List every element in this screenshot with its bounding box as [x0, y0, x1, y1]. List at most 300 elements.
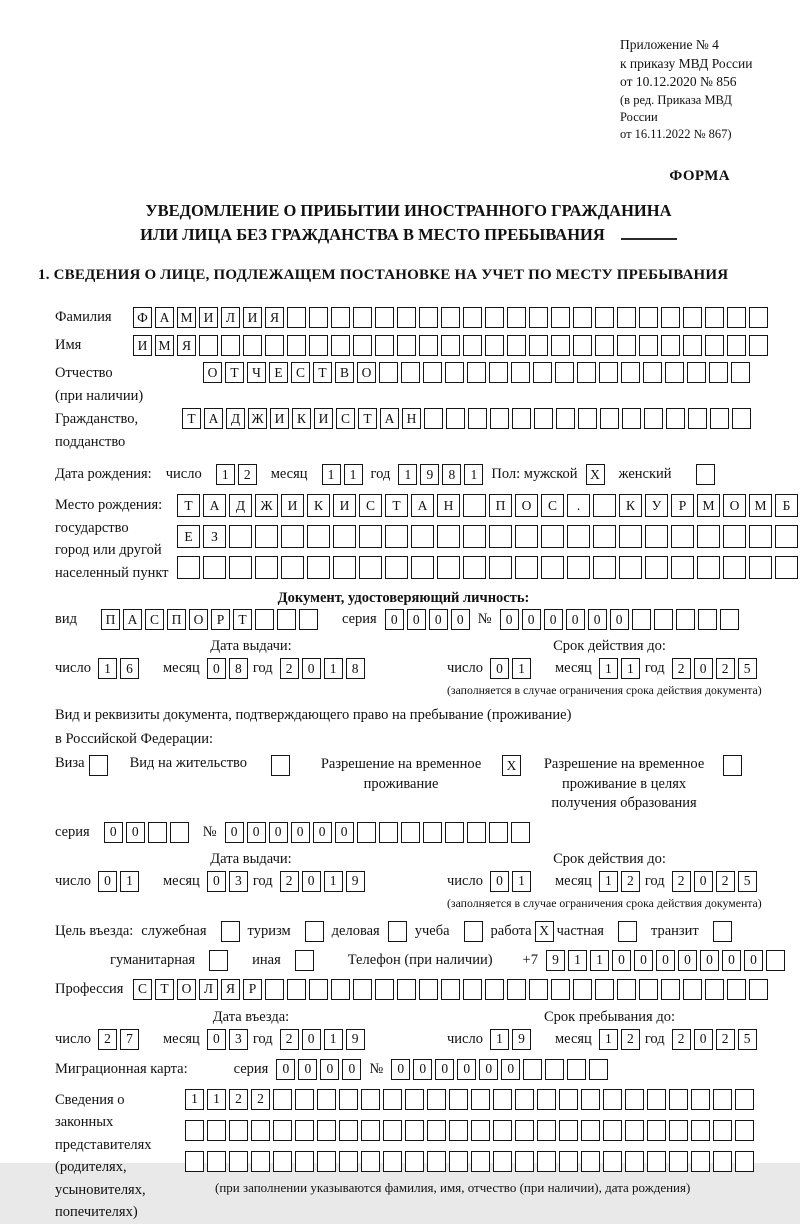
char-cell[interactable]: [419, 335, 438, 356]
char-cell[interactable]: Л: [199, 979, 218, 1000]
char-cell[interactable]: [691, 1120, 710, 1141]
char-cell[interactable]: [405, 1151, 424, 1172]
char-cell[interactable]: [445, 822, 464, 843]
char-cell[interactable]: [775, 525, 798, 548]
char-cell[interactable]: [534, 408, 553, 429]
char-cell[interactable]: [265, 979, 284, 1000]
char-cell[interactable]: [385, 556, 408, 579]
char-cell[interactable]: Т: [155, 979, 174, 1000]
char-cell[interactable]: [397, 307, 416, 328]
char-cell[interactable]: Е: [269, 362, 288, 383]
char-cell[interactable]: [529, 335, 548, 356]
char-cell[interactable]: 0: [207, 658, 226, 679]
char-cell[interactable]: 0: [302, 1029, 321, 1050]
char-cell[interactable]: Л: [221, 307, 240, 328]
char-cell[interactable]: Ж: [255, 494, 278, 517]
char-cell[interactable]: [766, 950, 785, 971]
char-cell[interactable]: [209, 950, 228, 971]
char-cell[interactable]: А: [380, 408, 399, 429]
char-cell[interactable]: С: [541, 494, 564, 517]
char-cell[interactable]: [735, 1120, 754, 1141]
char-cell[interactable]: [749, 525, 772, 548]
char-cell[interactable]: 0: [413, 1059, 432, 1080]
char-cell[interactable]: [271, 755, 290, 776]
char-cell[interactable]: [567, 525, 590, 548]
char-cell[interactable]: 1: [216, 464, 235, 485]
char-cell[interactable]: [383, 1120, 402, 1141]
char-cell[interactable]: 5: [738, 1029, 757, 1050]
char-cell[interactable]: [405, 1120, 424, 1141]
char-cell[interactable]: [671, 556, 694, 579]
char-cell[interactable]: [705, 335, 724, 356]
char-cell[interactable]: О: [357, 362, 376, 383]
char-cell[interactable]: [537, 1151, 556, 1172]
char-cell[interactable]: [723, 556, 746, 579]
char-cell[interactable]: [515, 1120, 534, 1141]
char-cell[interactable]: 0: [298, 1059, 317, 1080]
char-cell[interactable]: 0: [104, 822, 123, 843]
char-cell[interactable]: 5: [738, 871, 757, 892]
char-cell[interactable]: Д: [226, 408, 245, 429]
char-cell[interactable]: [507, 307, 526, 328]
char-cell[interactable]: 1: [324, 1029, 343, 1050]
char-cell[interactable]: X: [535, 921, 554, 942]
char-cell[interactable]: [599, 362, 618, 383]
char-cell[interactable]: [333, 525, 356, 548]
char-cell[interactable]: В: [335, 362, 354, 383]
char-cell[interactable]: О: [177, 979, 196, 1000]
char-cell[interactable]: 2: [672, 658, 691, 679]
char-cell[interactable]: [683, 307, 702, 328]
char-cell[interactable]: 0: [694, 871, 713, 892]
char-cell[interactable]: [359, 525, 382, 548]
char-cell[interactable]: [467, 362, 486, 383]
char-cell[interactable]: [511, 362, 530, 383]
char-cell[interactable]: [411, 556, 434, 579]
char-cell[interactable]: [639, 979, 658, 1000]
char-cell[interactable]: [333, 556, 356, 579]
char-cell[interactable]: [625, 1120, 644, 1141]
char-cell[interactable]: Я: [177, 335, 196, 356]
char-cell[interactable]: [643, 362, 662, 383]
char-cell[interactable]: 0: [522, 609, 541, 630]
char-cell[interactable]: [644, 408, 663, 429]
char-cell[interactable]: [573, 979, 592, 1000]
char-cell[interactable]: 0: [429, 609, 448, 630]
char-cell[interactable]: [683, 979, 702, 1000]
char-cell[interactable]: [317, 1120, 336, 1141]
char-cell[interactable]: М: [155, 335, 174, 356]
char-cell[interactable]: [567, 556, 590, 579]
char-cell[interactable]: [361, 1120, 380, 1141]
char-cell[interactable]: [273, 1151, 292, 1172]
char-cell[interactable]: [361, 1089, 380, 1110]
char-cell[interactable]: X: [586, 464, 605, 485]
char-cell[interactable]: [639, 335, 658, 356]
char-cell[interactable]: 1: [621, 658, 640, 679]
char-cell[interactable]: [251, 1151, 270, 1172]
char-cell[interactable]: И: [243, 307, 262, 328]
char-cell[interactable]: 2: [716, 658, 735, 679]
char-cell[interactable]: 0: [391, 1059, 410, 1080]
char-cell[interactable]: [551, 335, 570, 356]
char-cell[interactable]: 0: [700, 950, 719, 971]
char-cell[interactable]: 0: [291, 822, 310, 843]
char-cell[interactable]: [273, 1089, 292, 1110]
char-cell[interactable]: 1: [344, 464, 363, 485]
char-cell[interactable]: [331, 335, 350, 356]
char-cell[interactable]: 0: [544, 609, 563, 630]
char-cell[interactable]: [437, 525, 460, 548]
char-cell[interactable]: [388, 921, 407, 942]
char-cell[interactable]: [287, 335, 306, 356]
char-cell[interactable]: [424, 408, 443, 429]
char-cell[interactable]: А: [155, 307, 174, 328]
char-cell[interactable]: [705, 307, 724, 328]
char-cell[interactable]: [295, 1151, 314, 1172]
char-cell[interactable]: [309, 307, 328, 328]
char-cell[interactable]: Ч: [247, 362, 266, 383]
char-cell[interactable]: [463, 525, 486, 548]
char-cell[interactable]: [317, 1151, 336, 1172]
char-cell[interactable]: 0: [479, 1059, 498, 1080]
char-cell[interactable]: [379, 822, 398, 843]
char-cell[interactable]: 1: [120, 871, 139, 892]
char-cell[interactable]: [463, 494, 486, 517]
char-cell[interactable]: 9: [346, 871, 365, 892]
char-cell[interactable]: [353, 335, 372, 356]
char-cell[interactable]: [339, 1120, 358, 1141]
char-cell[interactable]: [339, 1089, 358, 1110]
char-cell[interactable]: [669, 1089, 688, 1110]
char-cell[interactable]: И: [314, 408, 333, 429]
char-cell[interactable]: Т: [225, 362, 244, 383]
char-cell[interactable]: [317, 1089, 336, 1110]
char-cell[interactable]: [619, 556, 642, 579]
char-cell[interactable]: [581, 1151, 600, 1172]
char-cell[interactable]: [687, 362, 706, 383]
char-cell[interactable]: 7: [120, 1029, 139, 1050]
char-cell[interactable]: 6: [120, 658, 139, 679]
char-cell[interactable]: [493, 1089, 512, 1110]
char-cell[interactable]: [468, 408, 487, 429]
char-cell[interactable]: 0: [302, 658, 321, 679]
char-cell[interactable]: [529, 307, 548, 328]
char-cell[interactable]: Н: [437, 494, 460, 517]
char-cell[interactable]: И: [133, 335, 152, 356]
char-cell[interactable]: [639, 307, 658, 328]
char-cell[interactable]: [698, 609, 717, 630]
char-cell[interactable]: 0: [247, 822, 266, 843]
char-cell[interactable]: 0: [302, 871, 321, 892]
char-cell[interactable]: [243, 335, 262, 356]
char-cell[interactable]: [537, 1089, 556, 1110]
char-cell[interactable]: 1: [599, 658, 618, 679]
char-cell[interactable]: [713, 921, 732, 942]
char-cell[interactable]: [221, 335, 240, 356]
char-cell[interactable]: [199, 335, 218, 356]
char-cell[interactable]: [647, 1089, 666, 1110]
char-cell[interactable]: Я: [265, 307, 284, 328]
char-cell[interactable]: [541, 525, 564, 548]
char-cell[interactable]: [255, 609, 274, 630]
char-cell[interactable]: 0: [207, 1029, 226, 1050]
char-cell[interactable]: 2: [238, 464, 257, 485]
char-cell[interactable]: П: [489, 494, 512, 517]
char-cell[interactable]: [581, 1089, 600, 1110]
char-cell[interactable]: [309, 335, 328, 356]
char-cell[interactable]: Б: [775, 494, 798, 517]
char-cell[interactable]: [229, 1120, 248, 1141]
char-cell[interactable]: 0: [269, 822, 288, 843]
char-cell[interactable]: 1: [599, 871, 618, 892]
char-cell[interactable]: А: [123, 609, 142, 630]
char-cell[interactable]: [229, 1151, 248, 1172]
char-cell[interactable]: [617, 979, 636, 1000]
char-cell[interactable]: [647, 1151, 666, 1172]
char-cell[interactable]: [515, 1151, 534, 1172]
char-cell[interactable]: [619, 525, 642, 548]
char-cell[interactable]: [775, 556, 798, 579]
char-cell[interactable]: [427, 1089, 446, 1110]
char-cell[interactable]: М: [749, 494, 772, 517]
char-cell[interactable]: [490, 408, 509, 429]
char-cell[interactable]: [749, 307, 768, 328]
char-cell[interactable]: 9: [346, 1029, 365, 1050]
char-cell[interactable]: [493, 1151, 512, 1172]
char-cell[interactable]: 0: [407, 609, 426, 630]
char-cell[interactable]: 0: [500, 609, 519, 630]
char-cell[interactable]: [573, 307, 592, 328]
char-cell[interactable]: 0: [225, 822, 244, 843]
char-cell[interactable]: [661, 307, 680, 328]
char-cell[interactable]: [449, 1120, 468, 1141]
char-cell[interactable]: [463, 979, 482, 1000]
char-cell[interactable]: [383, 1089, 402, 1110]
char-cell[interactable]: [749, 979, 768, 1000]
char-cell[interactable]: [666, 408, 685, 429]
char-cell[interactable]: 2: [229, 1089, 248, 1110]
char-cell[interactable]: [647, 1120, 666, 1141]
char-cell[interactable]: [749, 556, 772, 579]
char-cell[interactable]: [625, 1089, 644, 1110]
char-cell[interactable]: [617, 335, 636, 356]
char-cell[interactable]: 0: [335, 822, 354, 843]
char-cell[interactable]: Т: [358, 408, 377, 429]
char-cell[interactable]: [295, 1089, 314, 1110]
char-cell[interactable]: [696, 464, 715, 485]
char-cell[interactable]: 0: [744, 950, 763, 971]
char-cell[interactable]: [661, 335, 680, 356]
char-cell[interactable]: [401, 362, 420, 383]
char-cell[interactable]: [577, 362, 596, 383]
char-cell[interactable]: 2: [251, 1089, 270, 1110]
char-cell[interactable]: [529, 979, 548, 1000]
char-cell[interactable]: [669, 1120, 688, 1141]
char-cell[interactable]: К: [292, 408, 311, 429]
char-cell[interactable]: [676, 609, 695, 630]
char-cell[interactable]: С: [336, 408, 355, 429]
char-cell[interactable]: 0: [678, 950, 697, 971]
char-cell[interactable]: И: [270, 408, 289, 429]
char-cell[interactable]: [385, 525, 408, 548]
char-cell[interactable]: 0: [126, 822, 145, 843]
char-cell[interactable]: [559, 1089, 578, 1110]
char-cell[interactable]: [287, 307, 306, 328]
char-cell[interactable]: [507, 979, 526, 1000]
char-cell[interactable]: 0: [490, 658, 509, 679]
char-cell[interactable]: [273, 1120, 292, 1141]
char-cell[interactable]: [683, 335, 702, 356]
char-cell[interactable]: [331, 307, 350, 328]
char-cell[interactable]: 2: [672, 1029, 691, 1050]
char-cell[interactable]: [515, 556, 538, 579]
char-cell[interactable]: [427, 1120, 446, 1141]
char-cell[interactable]: [723, 755, 742, 776]
char-cell[interactable]: [749, 335, 768, 356]
char-cell[interactable]: .: [567, 494, 590, 517]
char-cell[interactable]: [463, 335, 482, 356]
char-cell[interactable]: 1: [464, 464, 483, 485]
char-cell[interactable]: [578, 408, 597, 429]
char-cell[interactable]: [567, 1059, 586, 1080]
char-cell[interactable]: [463, 556, 486, 579]
char-cell[interactable]: [361, 1151, 380, 1172]
char-cell[interactable]: Д: [229, 494, 252, 517]
char-cell[interactable]: [523, 1059, 542, 1080]
char-cell[interactable]: [441, 335, 460, 356]
char-cell[interactable]: [573, 335, 592, 356]
char-cell[interactable]: [405, 1089, 424, 1110]
char-cell[interactable]: 0: [385, 609, 404, 630]
char-cell[interactable]: [265, 335, 284, 356]
char-cell[interactable]: [723, 525, 746, 548]
char-cell[interactable]: [559, 1120, 578, 1141]
char-cell[interactable]: [645, 525, 668, 548]
char-cell[interactable]: Т: [385, 494, 408, 517]
char-cell[interactable]: [449, 1089, 468, 1110]
char-cell[interactable]: Я: [221, 979, 240, 1000]
char-cell[interactable]: [401, 822, 420, 843]
char-cell[interactable]: [467, 822, 486, 843]
char-cell[interactable]: 1: [324, 658, 343, 679]
char-cell[interactable]: [618, 921, 637, 942]
char-cell[interactable]: [229, 525, 252, 548]
char-cell[interactable]: 8: [346, 658, 365, 679]
char-cell[interactable]: [489, 556, 512, 579]
char-cell[interactable]: Ф: [133, 307, 152, 328]
char-cell[interactable]: [727, 307, 746, 328]
char-cell[interactable]: [537, 1120, 556, 1141]
char-cell[interactable]: [331, 979, 350, 1000]
char-cell[interactable]: 0: [457, 1059, 476, 1080]
char-cell[interactable]: [688, 408, 707, 429]
char-cell[interactable]: [665, 362, 684, 383]
char-cell[interactable]: [713, 1151, 732, 1172]
char-cell[interactable]: Р: [671, 494, 694, 517]
char-cell[interactable]: [375, 979, 394, 1000]
char-cell[interactable]: [507, 335, 526, 356]
char-cell[interactable]: А: [204, 408, 223, 429]
char-cell[interactable]: [556, 408, 575, 429]
char-cell[interactable]: 9: [546, 950, 565, 971]
char-cell[interactable]: 1: [512, 871, 531, 892]
char-cell[interactable]: 3: [229, 871, 248, 892]
char-cell[interactable]: [661, 979, 680, 1000]
char-cell[interactable]: [600, 408, 619, 429]
char-cell[interactable]: 0: [207, 871, 226, 892]
char-cell[interactable]: [551, 307, 570, 328]
char-cell[interactable]: [559, 1151, 578, 1172]
char-cell[interactable]: [305, 921, 324, 942]
char-cell[interactable]: 9: [512, 1029, 531, 1050]
char-cell[interactable]: Н: [402, 408, 421, 429]
char-cell[interactable]: [731, 362, 750, 383]
char-cell[interactable]: 5: [738, 658, 757, 679]
char-cell[interactable]: Т: [233, 609, 252, 630]
char-cell[interactable]: [485, 979, 504, 1000]
char-cell[interactable]: 1: [185, 1089, 204, 1110]
char-cell[interactable]: [732, 408, 751, 429]
char-cell[interactable]: [489, 525, 512, 548]
char-cell[interactable]: А: [411, 494, 434, 517]
char-cell[interactable]: 3: [229, 1029, 248, 1050]
char-cell[interactable]: 0: [320, 1059, 339, 1080]
char-cell[interactable]: 1: [98, 658, 117, 679]
char-cell[interactable]: [709, 362, 728, 383]
char-cell[interactable]: 8: [442, 464, 461, 485]
char-cell[interactable]: [446, 408, 465, 429]
char-cell[interactable]: [735, 1151, 754, 1172]
char-cell[interactable]: [710, 408, 729, 429]
char-cell[interactable]: [654, 609, 673, 630]
char-cell[interactable]: 0: [276, 1059, 295, 1080]
char-cell[interactable]: 1: [398, 464, 417, 485]
char-cell[interactable]: [441, 307, 460, 328]
char-cell[interactable]: И: [281, 494, 304, 517]
char-cell[interactable]: 1: [324, 871, 343, 892]
char-cell[interactable]: [603, 1089, 622, 1110]
char-cell[interactable]: [411, 525, 434, 548]
char-cell[interactable]: 0: [98, 871, 117, 892]
char-cell[interactable]: [489, 822, 508, 843]
char-cell[interactable]: 8: [229, 658, 248, 679]
char-cell[interactable]: [437, 556, 460, 579]
char-cell[interactable]: 1: [568, 950, 587, 971]
char-cell[interactable]: [511, 822, 530, 843]
char-cell[interactable]: [359, 556, 382, 579]
char-cell[interactable]: [170, 822, 189, 843]
char-cell[interactable]: Т: [313, 362, 332, 383]
char-cell[interactable]: [621, 362, 640, 383]
char-cell[interactable]: [353, 307, 372, 328]
char-cell[interactable]: [281, 525, 304, 548]
char-cell[interactable]: [307, 556, 330, 579]
char-cell[interactable]: [353, 979, 372, 1000]
char-cell[interactable]: [625, 1151, 644, 1172]
char-cell[interactable]: [203, 556, 226, 579]
char-cell[interactable]: [423, 822, 442, 843]
char-cell[interactable]: Т: [182, 408, 201, 429]
char-cell[interactable]: [251, 1120, 270, 1141]
char-cell[interactable]: [720, 609, 739, 630]
char-cell[interactable]: [309, 979, 328, 1000]
char-cell[interactable]: 1: [512, 658, 531, 679]
char-cell[interactable]: [493, 1120, 512, 1141]
char-cell[interactable]: [148, 822, 167, 843]
char-cell[interactable]: [622, 408, 641, 429]
char-cell[interactable]: 1: [322, 464, 341, 485]
